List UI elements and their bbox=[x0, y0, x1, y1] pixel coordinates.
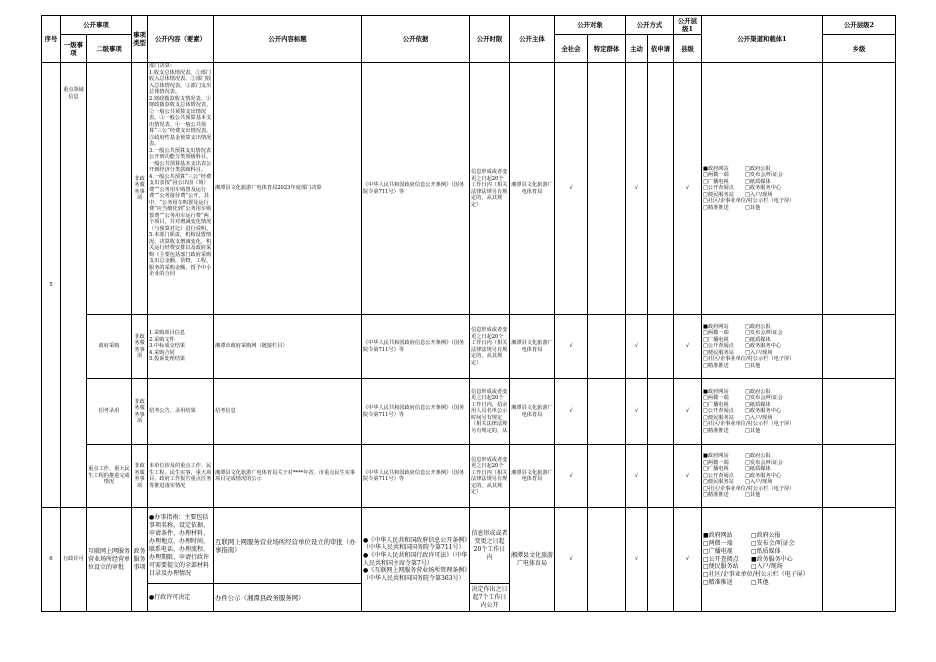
row-deadline: 信息形成或者变更之日起20个工作日内 bbox=[470, 508, 510, 584]
row-content: 本单位涉及的重点工作、民生工程、民生实事、重大项目、政府工作报告重点任务等推进落实情况 bbox=[148, 445, 214, 508]
row-subject: 湘潭县文化旅游广电体育局 bbox=[510, 445, 555, 508]
row-content-text: 部门决算： 1.收支总体情况表。①部门收入总体情况表。②部门收入总体情况表。③部门支出总体情况表。 2.财政拨款收支情况表。①财政拨款收支总体情况表。②一般公共预算支出情况表。③一般公共预算基本支出情况表。④一般公共预算“三公”经费支出情况表。⑤政府性基金预算支出情况表。 3.一般公共预算支出情况表公开到功能分类项级科目，一般公共预算基本支出表公开到经济分类款级科目。 4.一般公共预算“三公”经费支出表按“因公出国（境）费”“公务用车购置及运行费”“公务接待费”公开。其中，“公务用车购置及运行费”应当细化到“公务用车购置费”“公务用车运行费”两个项目，并对增减变化情况（与预算对比）进行说明。 5.本部门职责、机构设置情况，决算收支增减变化，机关运行经费安排以及政府采购（主要包括部门政府采购支出总金额，货物、工程、服务的采购金额，授予中小企业的合同 bbox=[149, 63, 212, 277]
row-township bbox=[823, 379, 896, 445]
row-society: √ bbox=[555, 63, 588, 315]
row-apply bbox=[648, 508, 674, 612]
row-title: 湘潭市政府采购网（链接栏目） bbox=[214, 315, 362, 379]
row-content: ●行政许可决定 bbox=[148, 584, 214, 612]
row-society: √ bbox=[555, 508, 588, 612]
row-basis: 《中华人民共和国政府信息公开条例》（国务院令第711号）等 bbox=[362, 63, 470, 315]
row-channels: ■政府网站 □政府公报 □两微一端 □发布会/听证会 □广播电视 □纸质媒体 □公开查阅点 □政务服务中心 □便民服务站 □入户/现场 □社区/企事业单位/村公示栏（电子屏） □精准推送 □其他 bbox=[702, 63, 823, 315]
row-apply bbox=[648, 63, 674, 315]
row-content: 1.采购项目信息 2.采购文件 3.中标成交结果 4.采购合同 5.投诉处理结果 bbox=[148, 315, 214, 379]
header-township: 乡级 bbox=[823, 35, 896, 63]
header-channel: 公开渠道和载体1 bbox=[702, 16, 823, 63]
row-channels: ■政府网站 □政府公报 □两微一端 □发布会/听证会 □广播电视 □纸质媒体 □公开查阅点 □政务服务中心 □便民服务站 □入户/现场 □社区/企事业单位/村公示栏（电子屏） □精准推送 □其他 bbox=[702, 445, 823, 508]
row-group bbox=[588, 379, 626, 445]
row-deadline: 信息形成或者变更之日起20个工作日内（相关法律法规另有规定的，从其规定） bbox=[470, 315, 510, 379]
row-seq: 5 bbox=[42, 63, 61, 508]
row-apply bbox=[648, 379, 674, 445]
row-channels: ■政府网站 □政府公报 □两微一端 □发布会/听证会 □广播电视 □纸质媒体 □公开查阅点 ■政务服务中心 □便民服务站 □入户/现场 □社区/企事业单位/村公示栏（电子屏） □精准推送 □其他 bbox=[702, 508, 823, 612]
header-level1: 一级事项 bbox=[61, 35, 87, 63]
header-basis: 公开依据 bbox=[362, 16, 470, 63]
row-level2 bbox=[87, 63, 132, 315]
row-type: 非政务服务事项 bbox=[132, 63, 148, 315]
row-type: 政务服务事项 bbox=[132, 508, 148, 612]
table-row bbox=[42, 379, 896, 445]
header-society: 全社会 bbox=[555, 35, 588, 63]
header-level2: 二级事项 bbox=[87, 35, 132, 63]
row-type: 非政务服务事项 bbox=[132, 379, 148, 445]
row-channels: ■政府网站 □政府公报 □两微一端 □发布会/听证会 □广播电视 □纸质媒体 □公开查阅点 □政务服务中心 □便民服务站 □入户/现场 □社区/企事业单位/村公示栏（电子屏） □精准推送 □其他 bbox=[702, 379, 823, 445]
row-county: √ bbox=[674, 445, 702, 508]
row-type: 非政务服务事项 bbox=[132, 445, 148, 508]
header-group: 特定群体 bbox=[588, 35, 626, 63]
row-township bbox=[823, 63, 896, 315]
row-title: 互联网上网服务营业场所经营单位设立的审批（办事指南） bbox=[214, 508, 362, 584]
header-active: 主动 bbox=[626, 35, 648, 63]
row-title: 湘潭县文化旅游广电体育局2023年度部门决算 bbox=[214, 63, 362, 315]
row-active: √ bbox=[626, 508, 648, 612]
table-row bbox=[42, 508, 896, 584]
row-basis: 《中华人民共和国政府信息公开条例》（国务院令第711号）等 bbox=[362, 315, 470, 379]
row-group bbox=[588, 63, 626, 315]
row-deadline: 信息形成或者变更之日起20个工作日内，招录用人员名单公示时间另有规定（相关法律法规另有规定的，从 bbox=[470, 379, 510, 445]
row-county: √ bbox=[674, 63, 702, 315]
row-seq: 6 bbox=[42, 508, 61, 612]
disclosure-table bbox=[41, 15, 896, 612]
row-township bbox=[823, 315, 896, 379]
row-deadline: 信息形成或者变更之日起20个工作日内（相关法律法规另有规定的，从其规定） bbox=[470, 445, 510, 508]
row-group bbox=[588, 508, 626, 612]
row-township bbox=[823, 445, 896, 508]
row-active: √ bbox=[626, 63, 648, 315]
row-level1: 行政许可 bbox=[61, 508, 87, 612]
row-level2: 招考录用 bbox=[87, 379, 132, 445]
header-tier1: 公开层级1 bbox=[674, 16, 702, 35]
header-subject: 公开主体 bbox=[510, 16, 555, 63]
header-method: 公开方式 bbox=[626, 16, 674, 35]
row-deadline: 信息形成或者变更之日起20个工作日内（相关法律法规另有规定的，从其规定） bbox=[470, 63, 510, 315]
row-basis: ●《中华人民共和国政府信息公开条例》（中华人民共和国国务院令第711号） ●《中华人民共和国行政许可法》（中华人民共和国主席令第7号） ●《互联网上网服务营业场所管理条例》（中华人民共和国国务院令第363号） bbox=[362, 508, 470, 612]
row-level2: 互联网上网服务营业场所经营单位设立的审批 bbox=[87, 508, 132, 612]
row-type: 非政务服务事项 bbox=[132, 315, 148, 379]
row-title: 办件公示（湘潭县政务服务网） bbox=[214, 584, 362, 612]
row-active: √ bbox=[626, 445, 648, 508]
row-apply bbox=[648, 315, 674, 379]
header-content: 公开内容（要素） bbox=[148, 16, 214, 63]
header-target: 公开对象 bbox=[555, 16, 626, 35]
row-basis: 《中华人民共和国政府信息公开条例》（国务院令第711号）等 bbox=[362, 379, 470, 445]
header-apply: 依申请 bbox=[648, 35, 674, 63]
row-active: √ bbox=[626, 315, 648, 379]
row-basis: 《中华人民共和国政府信息公开条例》（国务院令第711号）等 bbox=[362, 445, 470, 508]
row-content: 招考公告、录用结果 bbox=[148, 379, 214, 445]
header-county: 县级 bbox=[674, 35, 702, 63]
row-active: √ bbox=[626, 379, 648, 445]
row-county: √ bbox=[674, 508, 702, 612]
row-county: √ bbox=[674, 379, 702, 445]
header-title: 公开内容标题 bbox=[214, 16, 362, 63]
header-type: 事项类型 bbox=[132, 16, 148, 63]
row-level1: 重点领域信息 bbox=[61, 63, 87, 508]
row-group bbox=[588, 445, 626, 508]
header-seq: 序号 bbox=[42, 16, 61, 63]
row-level2: 政府采购 bbox=[87, 315, 132, 379]
row-content bbox=[148, 63, 214, 315]
row-channels: ■政府网站 □政府公报 □两微一端 □发布会/听证会 □广播电视 □纸质媒体 □公开查阅点 □政务服务中心 □便民服务站 □入户/现场 □社区/企事业单位/村公示栏（电子屏） □精准推送 □其他 bbox=[702, 315, 823, 379]
row-title: 湘潭县文化旅游广电体育局关于对****年省、市重点民生实事项目完成情况的公示 bbox=[214, 445, 362, 508]
row-deadline: 决定作出之日起7个工作日内公开 bbox=[470, 584, 510, 612]
row-society: √ bbox=[555, 315, 588, 379]
row-society: √ bbox=[555, 445, 588, 508]
table-row bbox=[42, 63, 896, 315]
header-items: 公开事项 bbox=[61, 16, 132, 35]
header-tier2: 公开层级2 bbox=[823, 16, 896, 35]
table-row bbox=[42, 445, 896, 508]
row-apply bbox=[648, 445, 674, 508]
row-subject: 湘潭县文化旅游广电体育局 bbox=[510, 508, 555, 612]
header-deadline: 公开时限 bbox=[470, 16, 510, 63]
row-subject: 湘潭县文化旅游广电体育局 bbox=[510, 379, 555, 445]
row-content: ●办事指南：主要包括事项名称、设定依据、申请条件、办理材料、办理地点、办理时间、联系电话、办理流程、办理期限、申请行政许可需要提交的全部材料目录及办理情况 bbox=[148, 508, 214, 584]
table-row bbox=[42, 315, 896, 379]
row-subject: 湘潭县文化旅游广电体育局 bbox=[510, 63, 555, 315]
row-group bbox=[588, 315, 626, 379]
row-subject: 湘潭县文化旅游广电体育局 bbox=[510, 315, 555, 379]
row-title: 招考信息 bbox=[214, 379, 362, 445]
row-county: √ bbox=[674, 315, 702, 379]
row-society: √ bbox=[555, 379, 588, 445]
row-township bbox=[823, 508, 896, 612]
row-level2: 重点工作、重大民生工程的推进完成情况 bbox=[87, 445, 132, 508]
